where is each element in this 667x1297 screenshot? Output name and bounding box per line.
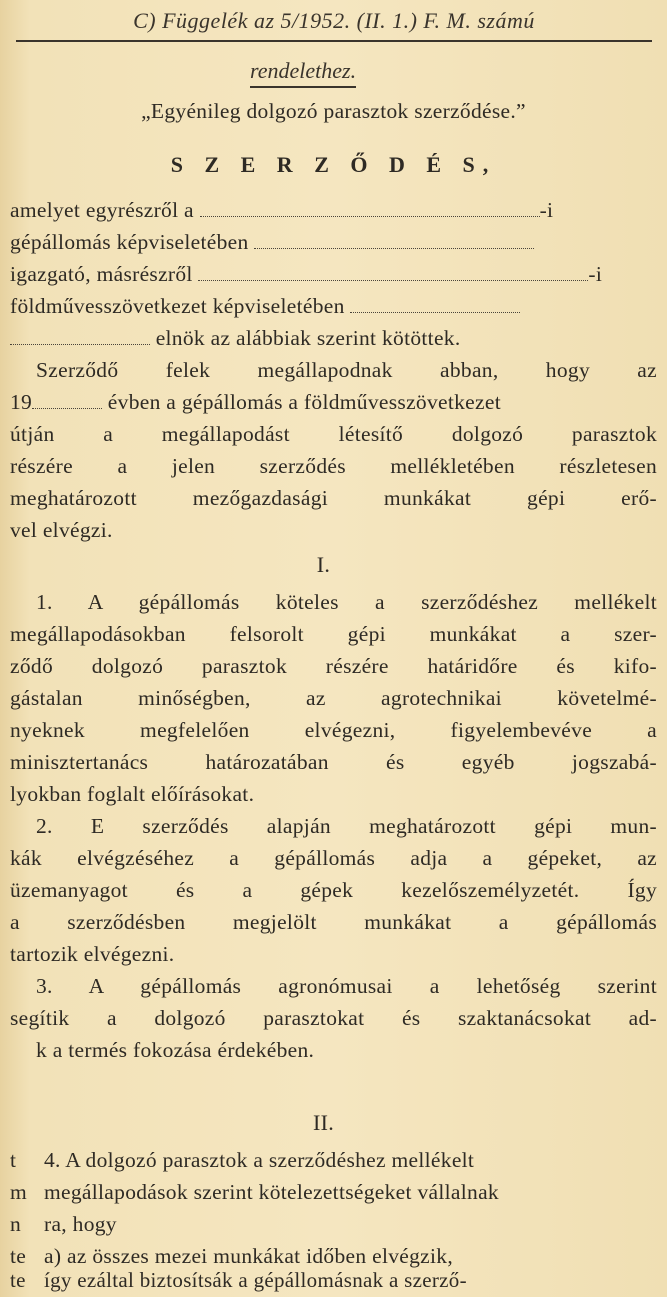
blank-field: [254, 228, 534, 249]
header-rule: [16, 40, 652, 42]
section-1-line: 1. A gépállomás köteles a szerződéshez mellékelt: [36, 590, 657, 614]
blank-field: [200, 196, 540, 217]
preamble-line: részére a jelen szerződés mellékletében részletesen: [10, 454, 657, 478]
preamble-line: [0, 387, 667, 417]
section-2-text: így ezáltal biztosítsák a gépállomásnak a szerző-: [44, 1268, 467, 1292]
preamble-line: meghatározott mezőgazdasági munkákat gépi erő-: [10, 486, 657, 510]
section-2-line: [0, 1265, 667, 1295]
intro-line-1: [0, 195, 667, 225]
preamble-text: évben a gépállomás a földművesszövetkezet: [107, 390, 501, 414]
section-1-line: minisztertanács határozatában és egyéb jogszabá-: [10, 750, 657, 774]
section-2-text: megállapodások szerint kötelezettségeket vállalnak: [44, 1180, 499, 1204]
intro-text: gépállomás képviseletében: [10, 230, 249, 254]
preamble-line: útján a megállapodást létesítő dolgozó parasztok: [10, 422, 657, 446]
margin-fragment: te: [10, 1244, 27, 1268]
section-1-line: megállapodásokban felsorolt gépi munkákat a szer-: [10, 622, 657, 646]
intro-line-5: [0, 323, 667, 353]
section-2-text: 4. A dolgozó parasztok a szerződéshez mellékelt: [44, 1148, 475, 1172]
section-1-line: kák elvégzéséhez a gépállomás adja a gépeket, az: [10, 846, 657, 870]
section-2-line: [0, 1177, 667, 1207]
section-2-line: [0, 1209, 667, 1239]
blank-field: [198, 260, 588, 281]
section-1-line: 3. A gépállomás agronómusai a lehetőség szerint: [36, 974, 657, 998]
blank-field: [32, 388, 102, 409]
blank-field: [10, 324, 150, 345]
intro-suffix: -i: [588, 262, 603, 286]
section-1-line: tartozik elvégezni.: [10, 942, 175, 966]
blank-field: [350, 292, 520, 313]
intro-suffix: -i: [539, 198, 554, 222]
preamble-line: Szerződő felek megállapodnak abban, hogy az: [36, 358, 657, 382]
section-1-line: segítik a dolgozó parasztokat és szaktanácsokat ad-: [10, 1006, 657, 1030]
section-2-text: a) az összes mezei munkákat időben elvégzik,: [44, 1244, 453, 1268]
section-1-line: a szerződésben megjelölt munkákat a gépállomás: [10, 910, 657, 934]
margin-fragment: t: [10, 1148, 17, 1172]
decree-header: C) Függelék az 5/1952. (II. 1.) F. M. számú: [133, 8, 535, 33]
section-1-line: üzemanyagot és a gépek kezelőszemélyzetét. Így: [10, 878, 657, 902]
section-1-line: 2. E szerződés alapján meghatározott gépi mun-: [36, 814, 657, 838]
margin-fragment: m: [10, 1180, 28, 1204]
margin-fragment: te: [10, 1268, 26, 1292]
section-2-numeral: II.: [312, 1110, 335, 1135]
margin-fragment: n: [10, 1212, 22, 1236]
intro-line-4: [0, 291, 667, 321]
section-1-line: k a termés fokozása érdekében.: [36, 1038, 315, 1062]
section-1-line: gástalan minőségben, az agrotechnikai követelmé-: [10, 686, 657, 710]
section-1-numeral: I.: [316, 552, 331, 577]
intro-line-2: [0, 227, 667, 257]
intro-line-3: [0, 259, 667, 289]
year-prefix: 19: [10, 390, 33, 414]
section-1-line: nyeknek megfelelően elvégezni, figyelembevéve a: [10, 718, 657, 742]
document-title: S Z E R Z Ő D É S,: [170, 152, 497, 177]
intro-text: földművesszövetkezet képviseletében: [10, 294, 345, 318]
intro-text: elnök az alábbiak szerint kötöttek.: [155, 326, 461, 350]
section-2-text: ra, hogy: [44, 1212, 117, 1236]
section-1-line: lyokban foglalt előírásokat.: [10, 782, 255, 806]
intro-text: amelyet egyrészről a: [10, 198, 194, 222]
document-subtitle: „Egyénileg dolgozó parasztok szerződése.”: [141, 99, 526, 123]
section-1-line: ződő dolgozó parasztok részére határidőre és kifo-: [10, 654, 657, 678]
intro-text: igazgató, másrészről: [10, 262, 193, 286]
section-2-line: [0, 1145, 667, 1175]
preamble-line: vel elvégzi.: [10, 518, 113, 542]
decree-header-continuation: rendelethez.: [250, 56, 356, 88]
